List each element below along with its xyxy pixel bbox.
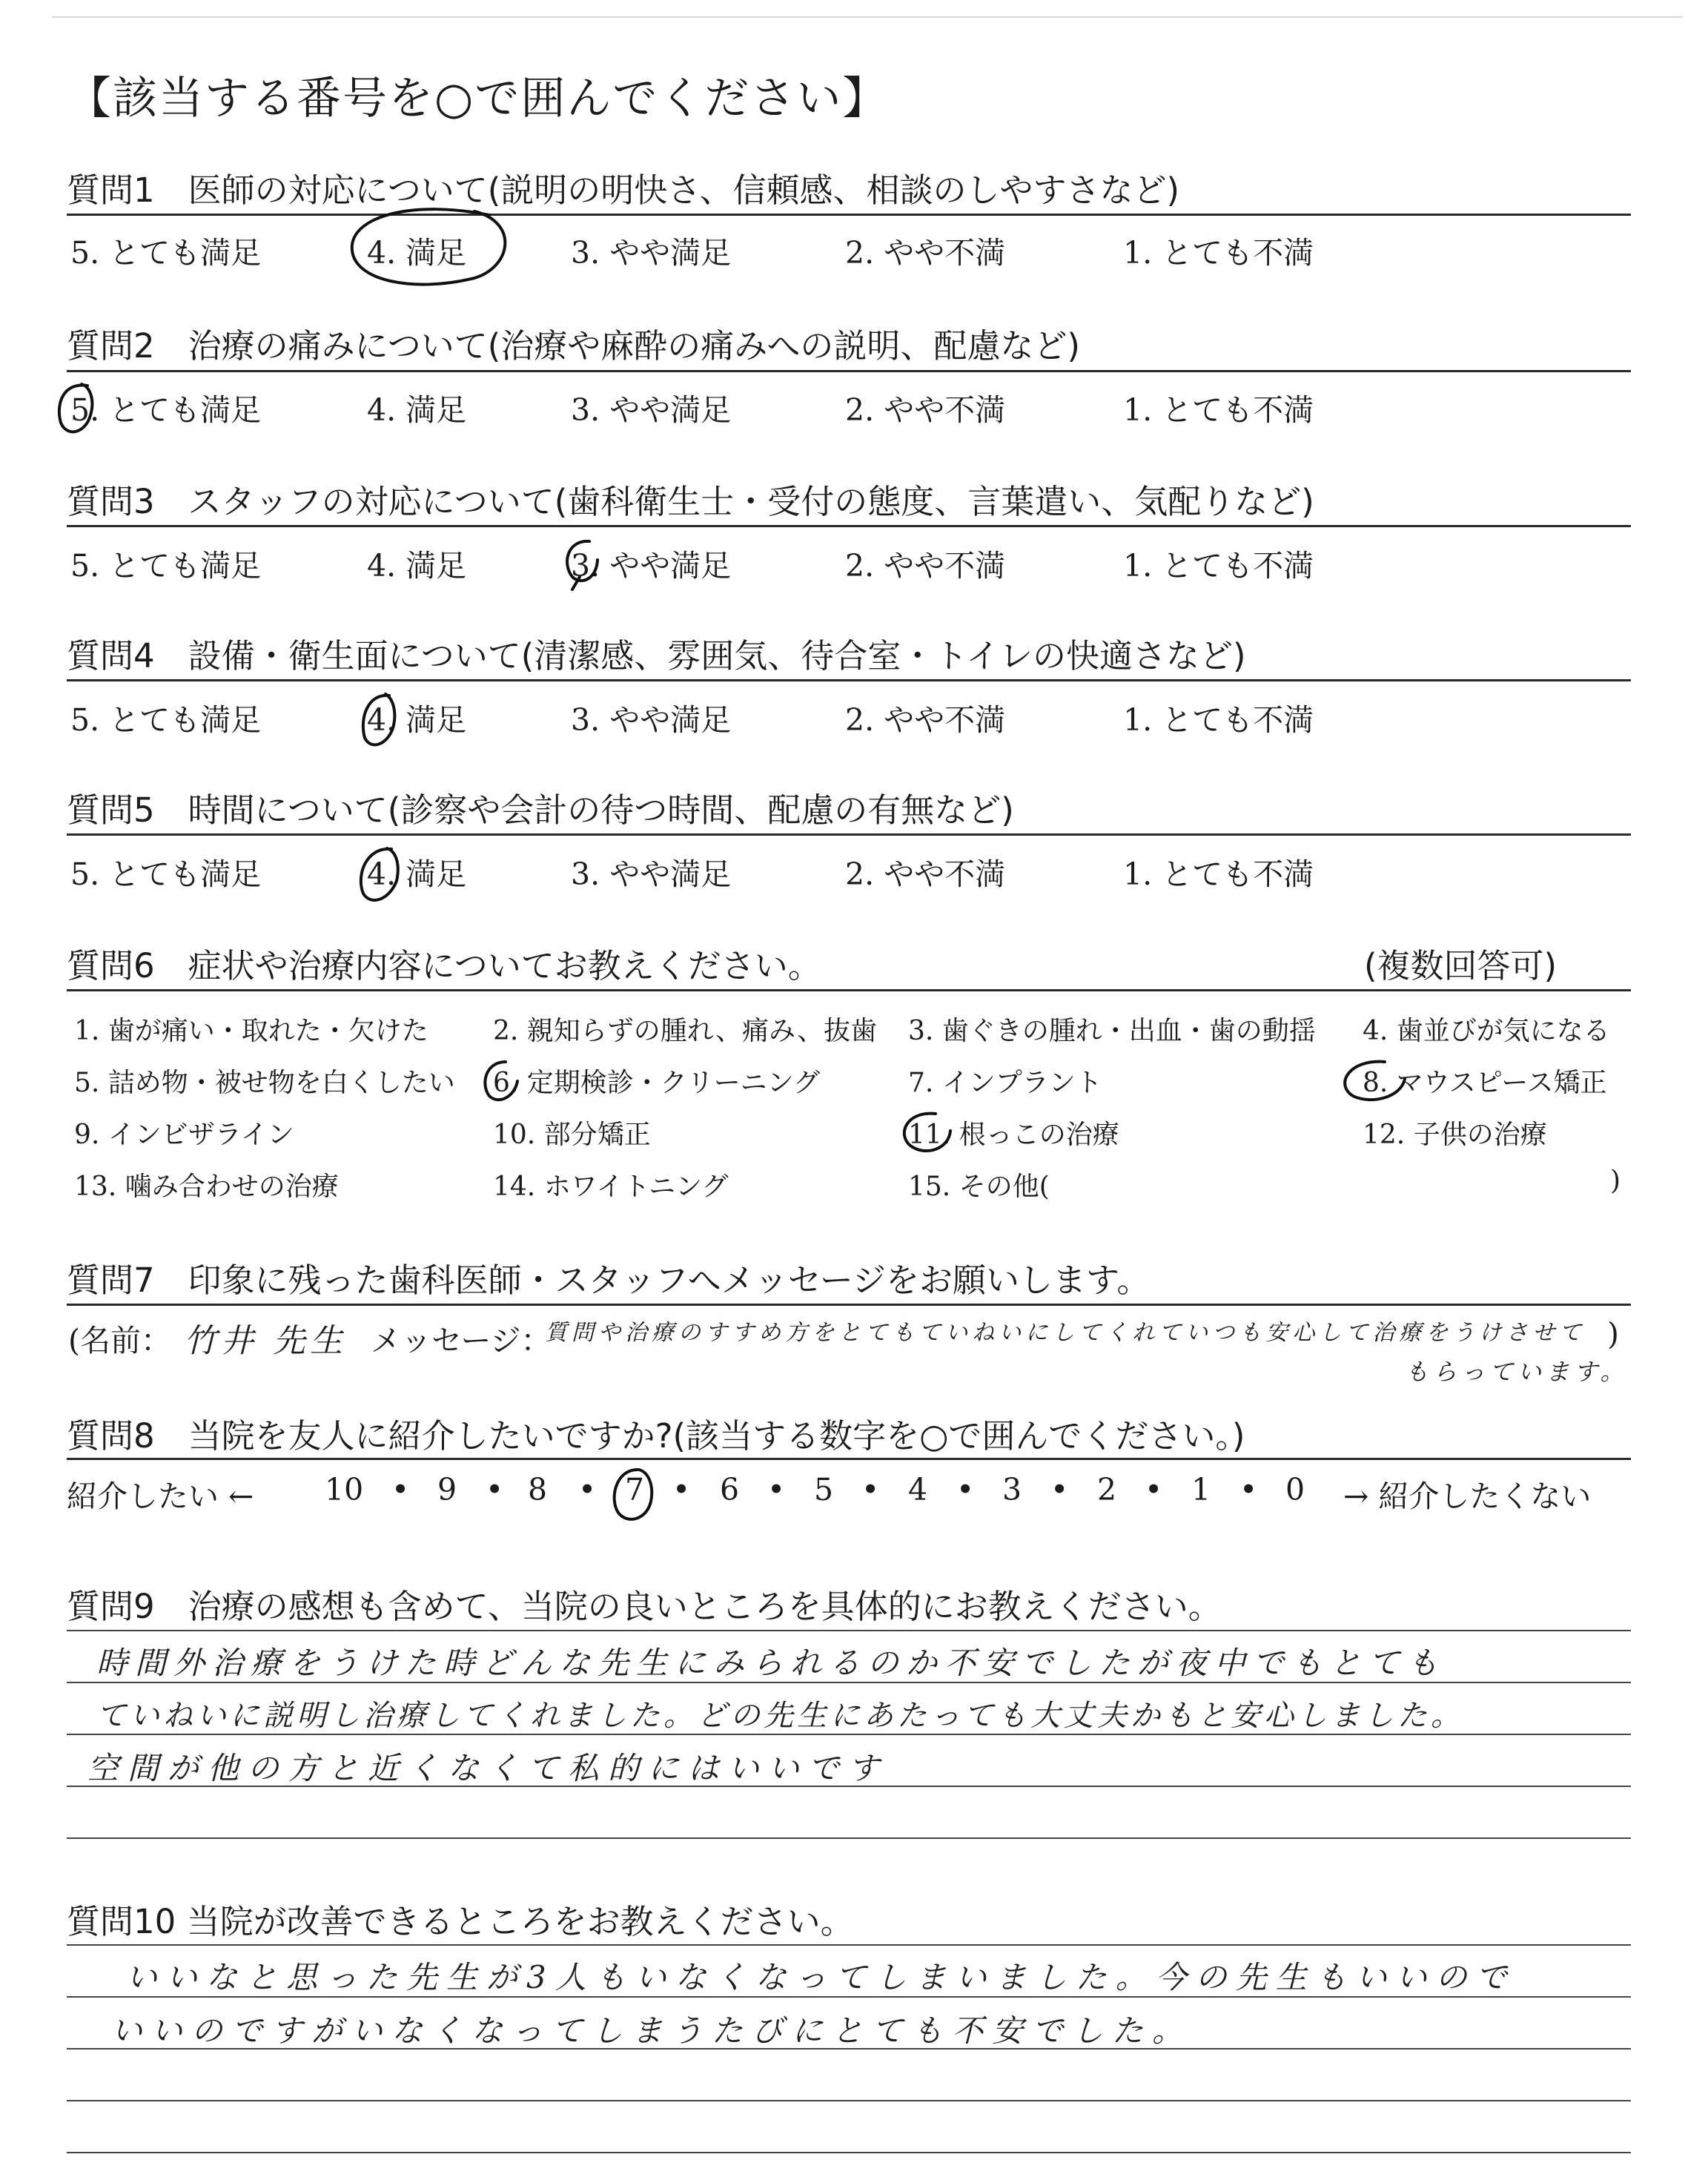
- q6-item-6[interactable]: 6. 定期検診・クリーニング: [493, 1068, 821, 1098]
- q10-answer-line: [67, 2152, 1631, 2153]
- question-7-rule: [67, 1304, 1631, 1306]
- question-4-title: 質問4 設備・衛生面について(清潔感、雰囲気、待合室・トイレの快適さなど): [67, 636, 1246, 676]
- q5-option-3[interactable]: 3. やや満足: [571, 856, 732, 892]
- q8-scale-2[interactable]: 2: [1097, 1472, 1117, 1507]
- q5-option-2[interactable]: 2. やや不満: [845, 856, 1006, 892]
- scale-separator-dot: •: [486, 1472, 504, 1507]
- scale-separator-dot: •: [1050, 1472, 1069, 1507]
- question-2-title: 質問2 治療の痛みについて(治療や麻酔の痛みへの説明、配慮など): [67, 326, 1080, 366]
- scale-separator-dot: •: [391, 1472, 410, 1507]
- q3-option-4[interactable]: 4. 満足: [367, 548, 467, 584]
- q8-left-label: 紹介したい ←: [67, 1479, 254, 1514]
- q2-option-4[interactable]: 4. 満足: [367, 392, 467, 428]
- q7-close-paren: ): [1607, 1316, 1619, 1352]
- q4-option-2[interactable]: 2. やや不満: [845, 702, 1006, 738]
- question-5-title: 質問5 時間について(診察や会計の待つ時間、配慮の有無など): [67, 790, 1014, 830]
- q3-option-1[interactable]: 1. とても不満: [1123, 548, 1314, 584]
- q3-option-3[interactable]: 3. やや満足: [571, 548, 732, 584]
- question-2-rule: [67, 370, 1631, 372]
- q5-option-1[interactable]: 1. とても不満: [1123, 856, 1314, 892]
- q9-answer-line-3[interactable]: 空間が他の方と近くなくて私的にはいいです: [87, 1750, 889, 1786]
- q6-item-13[interactable]: 13. 噛み合わせの治療: [74, 1172, 339, 1202]
- q7-message-label: メッセージ：: [371, 1323, 552, 1358]
- question-8-rule: [67, 1458, 1631, 1460]
- scale-separator-dot: •: [1145, 1472, 1163, 1507]
- q6-item-15[interactable]: 15. その他(: [908, 1172, 1050, 1202]
- q8-scale-8[interactable]: 8: [528, 1472, 548, 1507]
- q1-option-3[interactable]: 3. やや満足: [571, 235, 732, 271]
- scale-separator-dot: •: [767, 1472, 786, 1507]
- q6-item-9[interactable]: 9. インビザライン: [74, 1120, 294, 1150]
- question-6-title: 質問6 症状や治療内容についてお教えください。: [67, 946, 821, 985]
- q2-option-2[interactable]: 2. やや不満: [845, 392, 1006, 428]
- q6-item-10[interactable]: 10. 部分矯正: [493, 1120, 651, 1150]
- q2-option-5[interactable]: 5. とても満足: [70, 392, 262, 428]
- scale-separator-dot: •: [861, 1472, 880, 1507]
- question-6-rule: [67, 989, 1631, 991]
- q7-message-line-1[interactable]: 質問や治療のすすめ方をとてもていねいにしてくれていつも安心して治療をうけさせて: [545, 1320, 1586, 1346]
- q4-option-4[interactable]: 4. 満足: [367, 702, 467, 738]
- q10-answer-line: [67, 1944, 1631, 1946]
- q8-scale-9[interactable]: 9: [437, 1472, 457, 1507]
- q6-item-1[interactable]: 1. 歯が痛い・取れた・欠けた: [74, 1016, 428, 1046]
- scale-separator-dot: •: [578, 1472, 597, 1507]
- q10-answer-line-2[interactable]: いいのですがいなくなってしまうたびにとても不安でした。: [111, 2012, 1193, 2049]
- q9-answer-line-2[interactable]: ていねいに説明し治療してくれました。どの先生にあたっても大丈夫かもと安心しました。: [96, 1699, 1464, 1733]
- q2-option-1[interactable]: 1. とても不満: [1123, 392, 1314, 428]
- q8-scale-4[interactable]: 4: [908, 1472, 928, 1507]
- question-3-title: 質問3 スタッフの対応について(歯科衛生士・受付の態度、言葉遣い、気配りなど): [67, 482, 1314, 521]
- question-1-title: 質問1 医師の対応について(説明の明快さ、信頼感、相談のしやすさなど): [67, 171, 1180, 210]
- q6-item-8[interactable]: 8. マウスピース矯正: [1363, 1068, 1607, 1098]
- q4-option-1[interactable]: 1. とても不満: [1123, 702, 1314, 738]
- q1-option-1[interactable]: 1. とても不満: [1123, 235, 1314, 271]
- q6-item-11[interactable]: 11. 根っこの治療: [908, 1120, 1119, 1150]
- instruction-header: 【該当する番号を○で囲んでください】: [67, 73, 889, 125]
- q8-scale-3[interactable]: 3: [1002, 1472, 1022, 1507]
- question-4-rule: [67, 679, 1631, 681]
- q7-name-label: (名前：: [68, 1323, 171, 1358]
- q8-scale-10[interactable]: 10: [325, 1472, 364, 1507]
- question-1-rule: [67, 214, 1631, 216]
- q6-item-3[interactable]: 3. 歯ぐきの腫れ・出血・歯の動揺: [908, 1016, 1316, 1046]
- q6-item-15-close: ): [1610, 1166, 1621, 1196]
- q5-option-4[interactable]: 4. 満足: [367, 856, 467, 892]
- q6-item-2[interactable]: 2. 親知らずの腫れ、痛み、抜歯: [493, 1016, 878, 1046]
- q8-scale-1[interactable]: 1: [1191, 1472, 1211, 1507]
- q9-answer-line: [67, 1630, 1631, 1631]
- q6-item-12[interactable]: 12. 子供の治療: [1363, 1120, 1547, 1150]
- q6-item-7[interactable]: 7. インプラント: [908, 1068, 1102, 1098]
- q9-answer-line-1[interactable]: 時間外治療をうけた時どんな先生にみられるのか不安でしたが夜中でもとても: [96, 1645, 1446, 1681]
- q3-option-5[interactable]: 5. とても満足: [70, 548, 262, 584]
- question-3-rule: [67, 525, 1631, 527]
- q3-option-2[interactable]: 2. やや不満: [845, 548, 1006, 584]
- q1-option-4[interactable]: 4. 満足: [367, 235, 467, 271]
- q4-option-3[interactable]: 3. やや満足: [571, 702, 732, 738]
- question-8-title: 質問8 当院を友人に紹介したいですか?(該当する数字を○で囲んでください。): [67, 1416, 1245, 1456]
- question-10-title: 質問10 当院が改善できるところをお教えください。: [67, 1902, 854, 1941]
- q1-option-5[interactable]: 5. とても満足: [70, 235, 262, 271]
- q8-scale-7[interactable]: 7: [625, 1472, 645, 1507]
- q9-answer-line: [67, 1837, 1631, 1839]
- scale-separator-dot: •: [672, 1472, 691, 1507]
- q6-item-5[interactable]: 5. 詰め物・被せ物を白くしたい: [74, 1068, 455, 1098]
- q10-answer-line-1[interactable]: いいなと思った先生が3人もいなくなってしまいました。今の先生もいいので: [126, 1959, 1516, 1995]
- q4-option-5[interactable]: 5. とても満足: [70, 702, 262, 738]
- q8-scale-5[interactable]: 5: [814, 1472, 834, 1507]
- scale-separator-dot: •: [956, 1472, 975, 1507]
- q6-item-4[interactable]: 4. 歯並びが気になる: [1363, 1016, 1610, 1046]
- question-5-rule: [67, 833, 1631, 836]
- q1-option-2[interactable]: 2. やや不満: [845, 235, 1006, 271]
- q2-option-3[interactable]: 3. やや満足: [571, 392, 732, 428]
- q7-name-value[interactable]: 竹井 先生: [184, 1322, 347, 1360]
- q6-item-14[interactable]: 14. ホワイトニング: [493, 1172, 729, 1202]
- q7-message-line-2[interactable]: もらっています。: [1405, 1358, 1629, 1386]
- q5-option-5[interactable]: 5. とても満足: [70, 856, 262, 892]
- question-6-note: (複数回答可): [1364, 946, 1558, 985]
- q8-scale-6[interactable]: 6: [720, 1472, 740, 1507]
- question-9-title: 質問9 治療の感想も含めて、当院の良いところを具体的にお教えください。: [67, 1587, 1222, 1626]
- q8-right-label: → 紹介したくない: [1343, 1479, 1592, 1514]
- scale-separator-dot: •: [1239, 1472, 1258, 1507]
- q8-scale-0[interactable]: 0: [1285, 1472, 1305, 1507]
- question-7-title: 質問7 印象に残った歯科医師・スタッフへメッセージをお願いします。: [67, 1261, 1151, 1300]
- q10-answer-line: [67, 2100, 1631, 2101]
- page-top-edge: [52, 16, 1683, 18]
